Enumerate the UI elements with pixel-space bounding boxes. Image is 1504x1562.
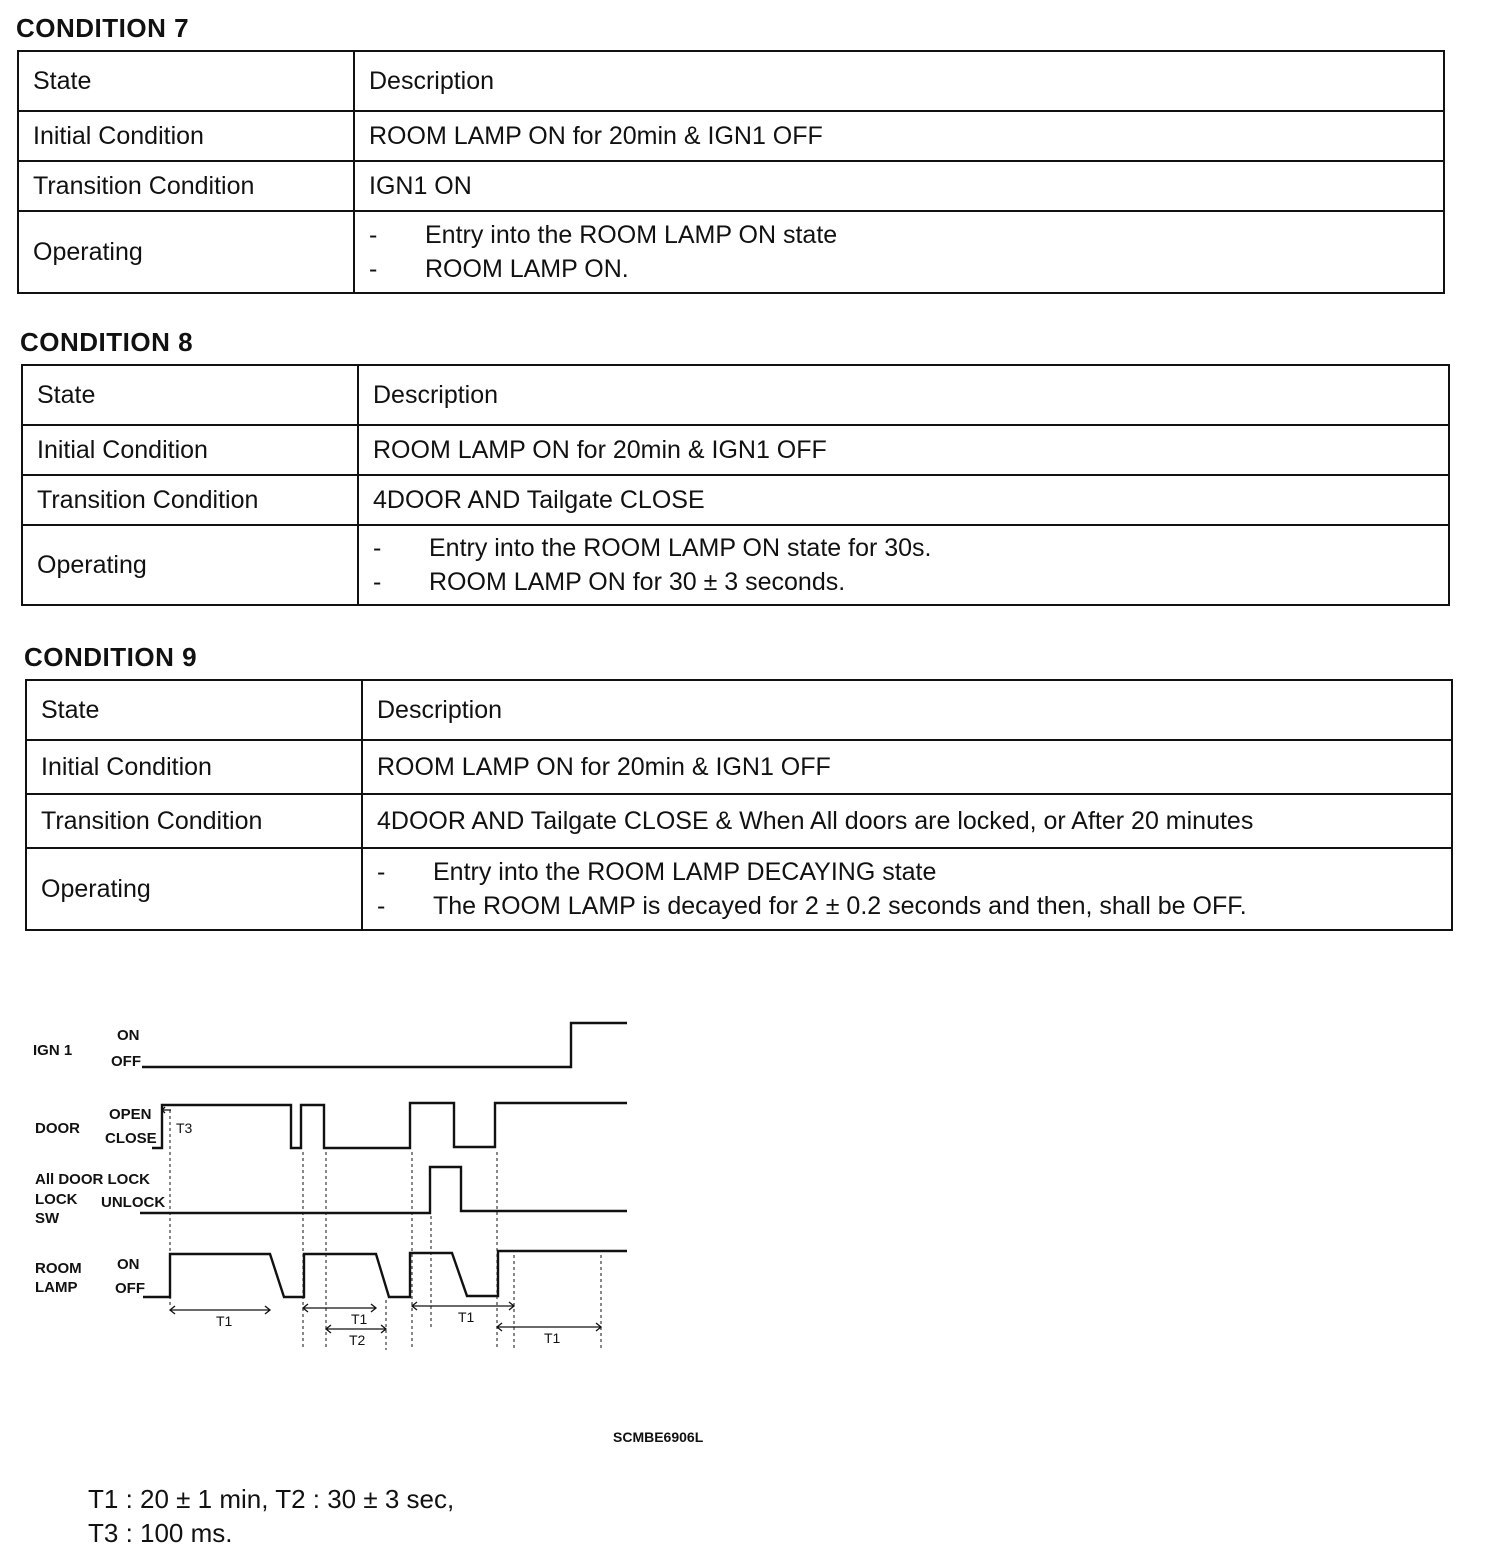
figure-code: SCMBE6906L (613, 1429, 704, 1445)
table-row (22, 475, 1449, 525)
ign1-label: IGN 1 (33, 1042, 73, 1059)
t3-label: T3 (176, 1120, 193, 1136)
bullet-dash: - (369, 255, 378, 283)
t1-label: T1 (351, 1311, 368, 1327)
state-header: State (22, 365, 358, 425)
description-cell: IGN1 ON (354, 161, 1444, 211)
room-lamp-label-line1: ROOM (35, 1260, 82, 1277)
operating-text: ROOM LAMP ON for 30 ± 3 seconds. (429, 568, 846, 596)
table-row (18, 161, 1444, 211)
t1-label: T1 (458, 1309, 475, 1325)
bullet-dash: - (369, 221, 378, 249)
table-row (26, 848, 1452, 930)
description-header: Description (354, 51, 1444, 111)
condition-9-table (25, 679, 1453, 931)
state-cell: Initial Condition (26, 740, 362, 794)
operating-cell (354, 211, 1444, 293)
state-cell: Transition Condition (26, 794, 362, 848)
lock-label-line1: All DOOR LOCK (35, 1171, 150, 1188)
note-line: T1 : 20 ± 1 min, T2 : 30 ± 3 sec, (88, 1484, 455, 1514)
bullet-dash: - (373, 534, 382, 562)
description-header: Description (362, 680, 1452, 740)
condition-9-title: CONDITION 9 (24, 642, 198, 672)
bullet-dash: - (373, 568, 382, 596)
operating-cell (358, 525, 1449, 605)
door-close-label: CLOSE (105, 1130, 157, 1147)
door-label: DOOR (35, 1120, 80, 1137)
table-row (18, 111, 1444, 161)
ign1-waveform (142, 1023, 627, 1067)
state-cell: Transition Condition (18, 161, 354, 211)
room-lamp-off-label: OFF (115, 1280, 145, 1297)
description-cell: 4DOOR AND Tailgate CLOSE (358, 475, 1449, 525)
lock-unlock-label: UNLOCK (101, 1194, 166, 1211)
table-header-row (18, 51, 1444, 111)
description-cell: 4DOOR AND Tailgate CLOSE & When All doors are locked, or After 20 minutes (362, 794, 1452, 848)
ign1-off-label: OFF (111, 1053, 141, 1070)
operating-text: Entry into the ROOM LAMP ON state (425, 221, 838, 249)
bullet-dash: - (377, 892, 386, 920)
t2-label: T2 (349, 1332, 366, 1348)
t1-label: T1 (216, 1313, 233, 1329)
state-cell: Initial Condition (22, 425, 358, 475)
table-row (18, 211, 1444, 293)
operating-text: ROOM LAMP ON. (425, 255, 629, 283)
state-cell: Initial Condition (18, 111, 354, 161)
table-row (22, 425, 1449, 475)
room-lamp-on-label: ON (117, 1256, 140, 1273)
operating-line (369, 252, 1429, 286)
condition-8-table (21, 364, 1450, 606)
operating-line (373, 565, 1434, 599)
room-lamp-label-line2: LAMP (35, 1279, 78, 1296)
note-line: T3 : 100 ms. (88, 1518, 233, 1548)
lock-label-line3: SW (35, 1210, 60, 1227)
room-lamp-waveform (143, 1251, 627, 1297)
state-cell: Transition Condition (22, 475, 358, 525)
description-header: Description (358, 365, 1449, 425)
ign1-on-label: ON (117, 1027, 140, 1044)
door-open-label: OPEN (109, 1106, 152, 1123)
operating-text: Entry into the ROOM LAMP ON state for 30s. (429, 534, 932, 562)
operating-line (377, 855, 1437, 889)
operating-line (373, 531, 1434, 565)
operating-line (369, 218, 1429, 252)
table-row (22, 525, 1449, 605)
lock-waveform (140, 1167, 627, 1213)
table-row (26, 794, 1452, 848)
state-cell: Operating (26, 848, 362, 930)
door-waveform (152, 1103, 627, 1148)
state-cell: Operating (18, 211, 354, 293)
state-header: State (18, 51, 354, 111)
description-cell: ROOM LAMP ON for 20min & IGN1 OFF (362, 740, 1452, 794)
operating-text: The ROOM LAMP is decayed for 2 ± 0.2 seconds and then, shall be OFF. (433, 892, 1247, 920)
table-row (26, 740, 1452, 794)
t1-label: T1 (544, 1330, 561, 1346)
condition-8-title: CONDITION 8 (20, 327, 194, 357)
condition-7-table (17, 50, 1445, 294)
state-header: State (26, 680, 362, 740)
state-cell: Operating (22, 525, 358, 605)
operating-text: Entry into the ROOM LAMP DECAYING state (433, 858, 937, 886)
description-cell: ROOM LAMP ON for 20min & IGN1 OFF (354, 111, 1444, 161)
operating-cell (362, 848, 1452, 930)
lock-label-line2: LOCK (35, 1191, 78, 1208)
bullet-dash: - (377, 858, 386, 886)
timing-notes (88, 1482, 454, 1550)
table-header-row (26, 680, 1452, 740)
timing-diagram (0, 1000, 700, 1400)
description-cell: ROOM LAMP ON for 20min & IGN1 OFF (358, 425, 1449, 475)
table-header-row (22, 365, 1449, 425)
condition-7-title: CONDITION 7 (16, 13, 190, 43)
operating-line (377, 889, 1437, 923)
